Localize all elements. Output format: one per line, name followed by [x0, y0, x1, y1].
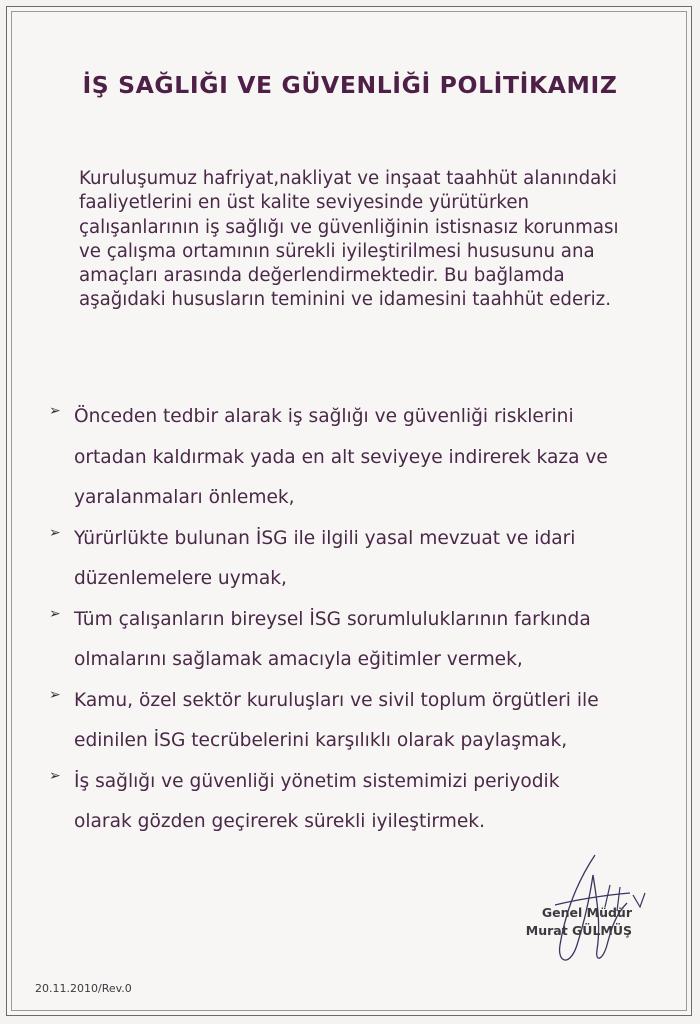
- signature-block: [522, 904, 632, 940]
- policy-item: [49, 686, 689, 767]
- policy-item: [49, 767, 689, 848]
- page-title: İŞ SAĞLIĞI VE GÜVENLİĞİ POLİTİKAMIZ: [82, 71, 618, 99]
- policy-list: [49, 402, 689, 848]
- arrowhead-bullet-icon: ➢: [49, 524, 61, 541]
- arrowhead-bullet-icon: ➢: [49, 686, 61, 703]
- intro-paragraph: [79, 167, 679, 313]
- policy-item-line: yaralanmaları önlemek,: [74, 487, 295, 508]
- policy-item-line: Kamu, özel sektör kuruluşları ve sivil toplum örgütleri ile: [74, 689, 599, 711]
- arrowhead-bullet-icon: ➢: [49, 767, 61, 784]
- arrowhead-bullet-icon: ➢: [49, 605, 61, 622]
- policy-item: [49, 524, 689, 605]
- policy-item: [49, 605, 689, 686]
- arrowhead-bullet-icon: ➢: [49, 403, 61, 419]
- intro-line: çalışanlarının iş sağlığı ve güvenliğinin istisnasız korunması: [79, 216, 619, 238]
- policy-item: [49, 402, 689, 524]
- policy-item-line: Önceden tedbir alarak iş sağlığı ve güvenliği risklerini: [74, 406, 574, 427]
- intro-line: amaçları arasında değerlendirmektedir. Bu bağlamda: [79, 265, 565, 287]
- policy-item-line: olarak gözden geçirerek sürekli iyileştirmek.: [74, 811, 485, 832]
- intro-line: aşağıdaki hususların teminini ve idamesini taahhüt ederiz.: [79, 289, 611, 311]
- policy-item-line: ortadan kaldırmak yada en alt seviyeye indirerek kaza ve: [74, 446, 608, 468]
- signer-name: Murat GÜLMÜŞ: [525, 923, 632, 938]
- policy-item-line: olmalarını sağlamak amacıyla eğitimler vermek,: [74, 649, 523, 670]
- signer-role: Genel Müdür: [541, 905, 632, 920]
- intro-line: ve çalışma ortamının sürekli iyileştirilmesi hususunu ana: [79, 240, 595, 262]
- revision-label: 20.11.2010/Rev.0: [35, 982, 132, 995]
- policy-item-line: Yürürlükte bulunan İSG ile ilgili yasal mevzuat ve idari: [74, 527, 576, 549]
- policy-item-line: düzenlemelere uymak,: [74, 568, 287, 589]
- policy-item-line: edinilen İSG tecrübelerini karşılıklı olarak paylaşmak,: [74, 730, 568, 751]
- document-frame: [6, 6, 692, 1016]
- policy-item-line: İş sağlığı ve güvenliği yönetim sistemimizi periyodik: [74, 770, 560, 792]
- policy-item-line: Tüm çalışanların bireysel İSG sorumluluklarının farkında: [74, 608, 591, 630]
- intro-line: Kuruluşumuz hafriyat,nakliyat ve inşaat taahhüt alanındaki: [79, 168, 617, 189]
- intro-line: faaliyetlerini en üst kalite seviyesinde yürütürken: [79, 192, 530, 214]
